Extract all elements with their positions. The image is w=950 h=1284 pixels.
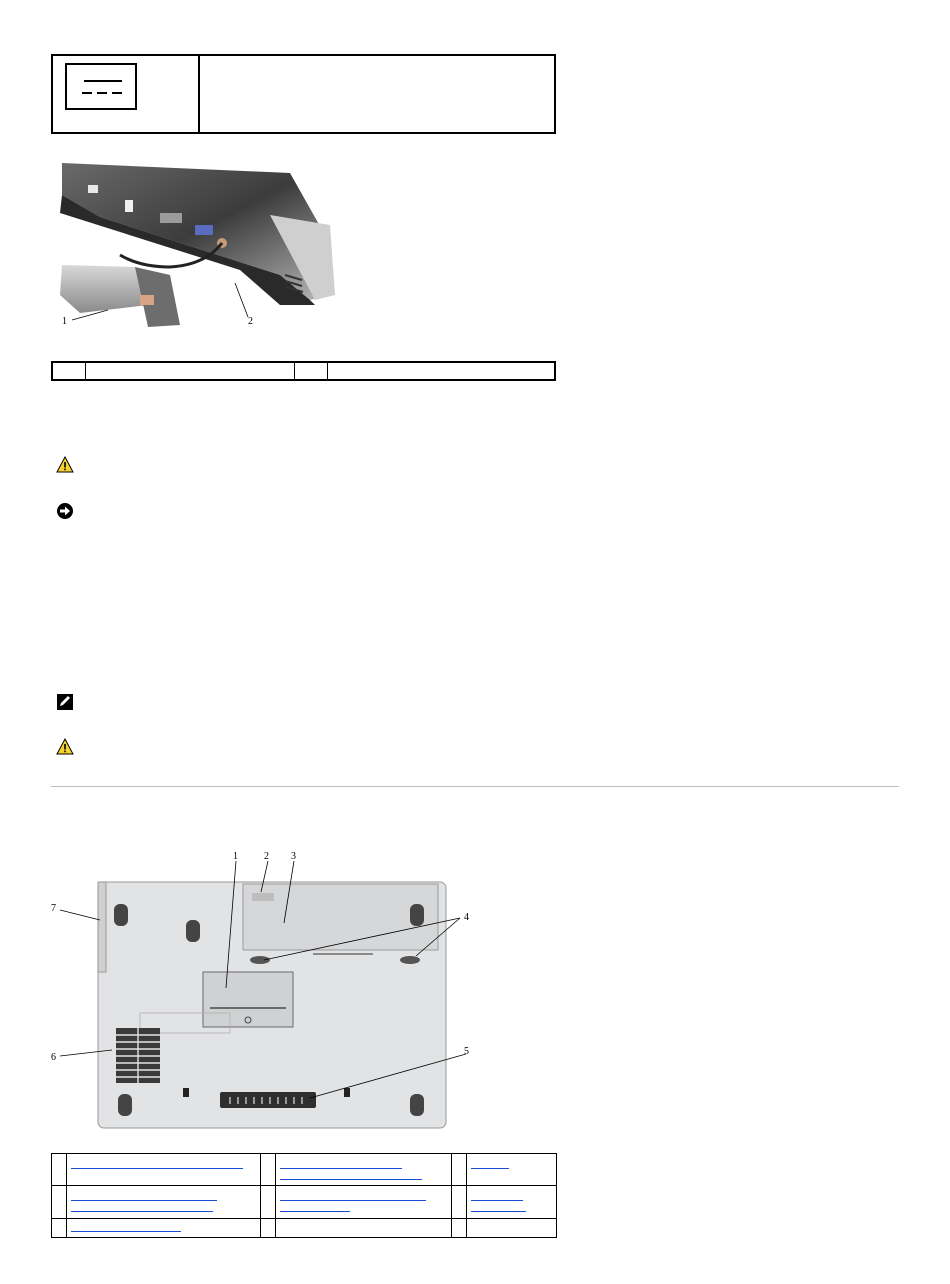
table-row — [52, 1186, 557, 1218]
callout-2-label: 2 — [248, 316, 253, 327]
symbol-table — [51, 54, 556, 134]
link-cell[interactable] — [276, 1154, 452, 1186]
section-link[interactable] — [280, 1179, 422, 1180]
laptop-bottom-view-image — [48, 848, 480, 1133]
callout-num-cell — [261, 1186, 276, 1218]
callout-num-cell — [52, 1186, 67, 1218]
caution-triangle-icon — [56, 456, 74, 474]
link-cell[interactable] — [467, 1154, 557, 1186]
section-link[interactable] — [471, 1211, 526, 1212]
callout-label-cell — [328, 363, 554, 379]
section-link[interactable] — [71, 1168, 243, 1169]
callout-7-label: 7 — [51, 903, 56, 914]
callout-6-label: 6 — [51, 1052, 56, 1063]
laptop-back-ac-adapter-image — [40, 155, 340, 340]
section-link[interactable] — [71, 1231, 181, 1232]
callout-num-cell — [452, 1186, 467, 1218]
callout-num-cell — [52, 1218, 67, 1237]
callout-num-cell — [52, 1154, 67, 1186]
callout-table — [51, 361, 556, 381]
callout-5-label: 5 — [464, 1046, 469, 1057]
section-link[interactable] — [71, 1211, 213, 1212]
callout-num-cell — [295, 363, 328, 379]
link-cell[interactable] — [67, 1186, 261, 1218]
table-row — [52, 1218, 557, 1237]
callout-num-cell — [53, 363, 86, 379]
table-row — [52, 1154, 557, 1186]
callout-3-label: 3 — [291, 851, 296, 862]
callout-num-cell — [452, 1154, 467, 1186]
callout-1-label: 1 — [233, 851, 238, 862]
section-link[interactable] — [280, 1211, 350, 1212]
caution-triangle-icon — [56, 738, 74, 756]
section-link[interactable] — [471, 1200, 523, 1201]
callout-2-label: 2 — [264, 851, 269, 862]
notice-arrow-icon — [56, 502, 74, 520]
symbol-description — [200, 56, 554, 132]
link-cell[interactable] — [67, 1218, 261, 1237]
empty-cell — [467, 1218, 557, 1237]
callout-link-table — [51, 1153, 557, 1238]
link-cell[interactable] — [467, 1186, 557, 1218]
symbol-cell — [53, 56, 200, 132]
dc-power-symbol-icon — [65, 63, 137, 110]
callout-num-cell — [261, 1154, 276, 1186]
section-link[interactable] — [471, 1168, 509, 1169]
empty-cell — [276, 1218, 452, 1237]
link-cell[interactable] — [276, 1186, 452, 1218]
section-link[interactable] — [280, 1168, 402, 1169]
section-link[interactable] — [280, 1200, 426, 1201]
callout-num-cell — [452, 1218, 467, 1237]
callout-label-cell — [86, 363, 295, 379]
section-link[interactable] — [71, 1200, 217, 1201]
section-divider — [51, 786, 899, 787]
callout-num-cell — [261, 1218, 276, 1237]
note-pencil-icon — [56, 693, 74, 711]
callout-4-label: 4 — [464, 912, 469, 923]
link-cell[interactable] — [67, 1154, 261, 1186]
callout-1-label: 1 — [62, 316, 67, 327]
